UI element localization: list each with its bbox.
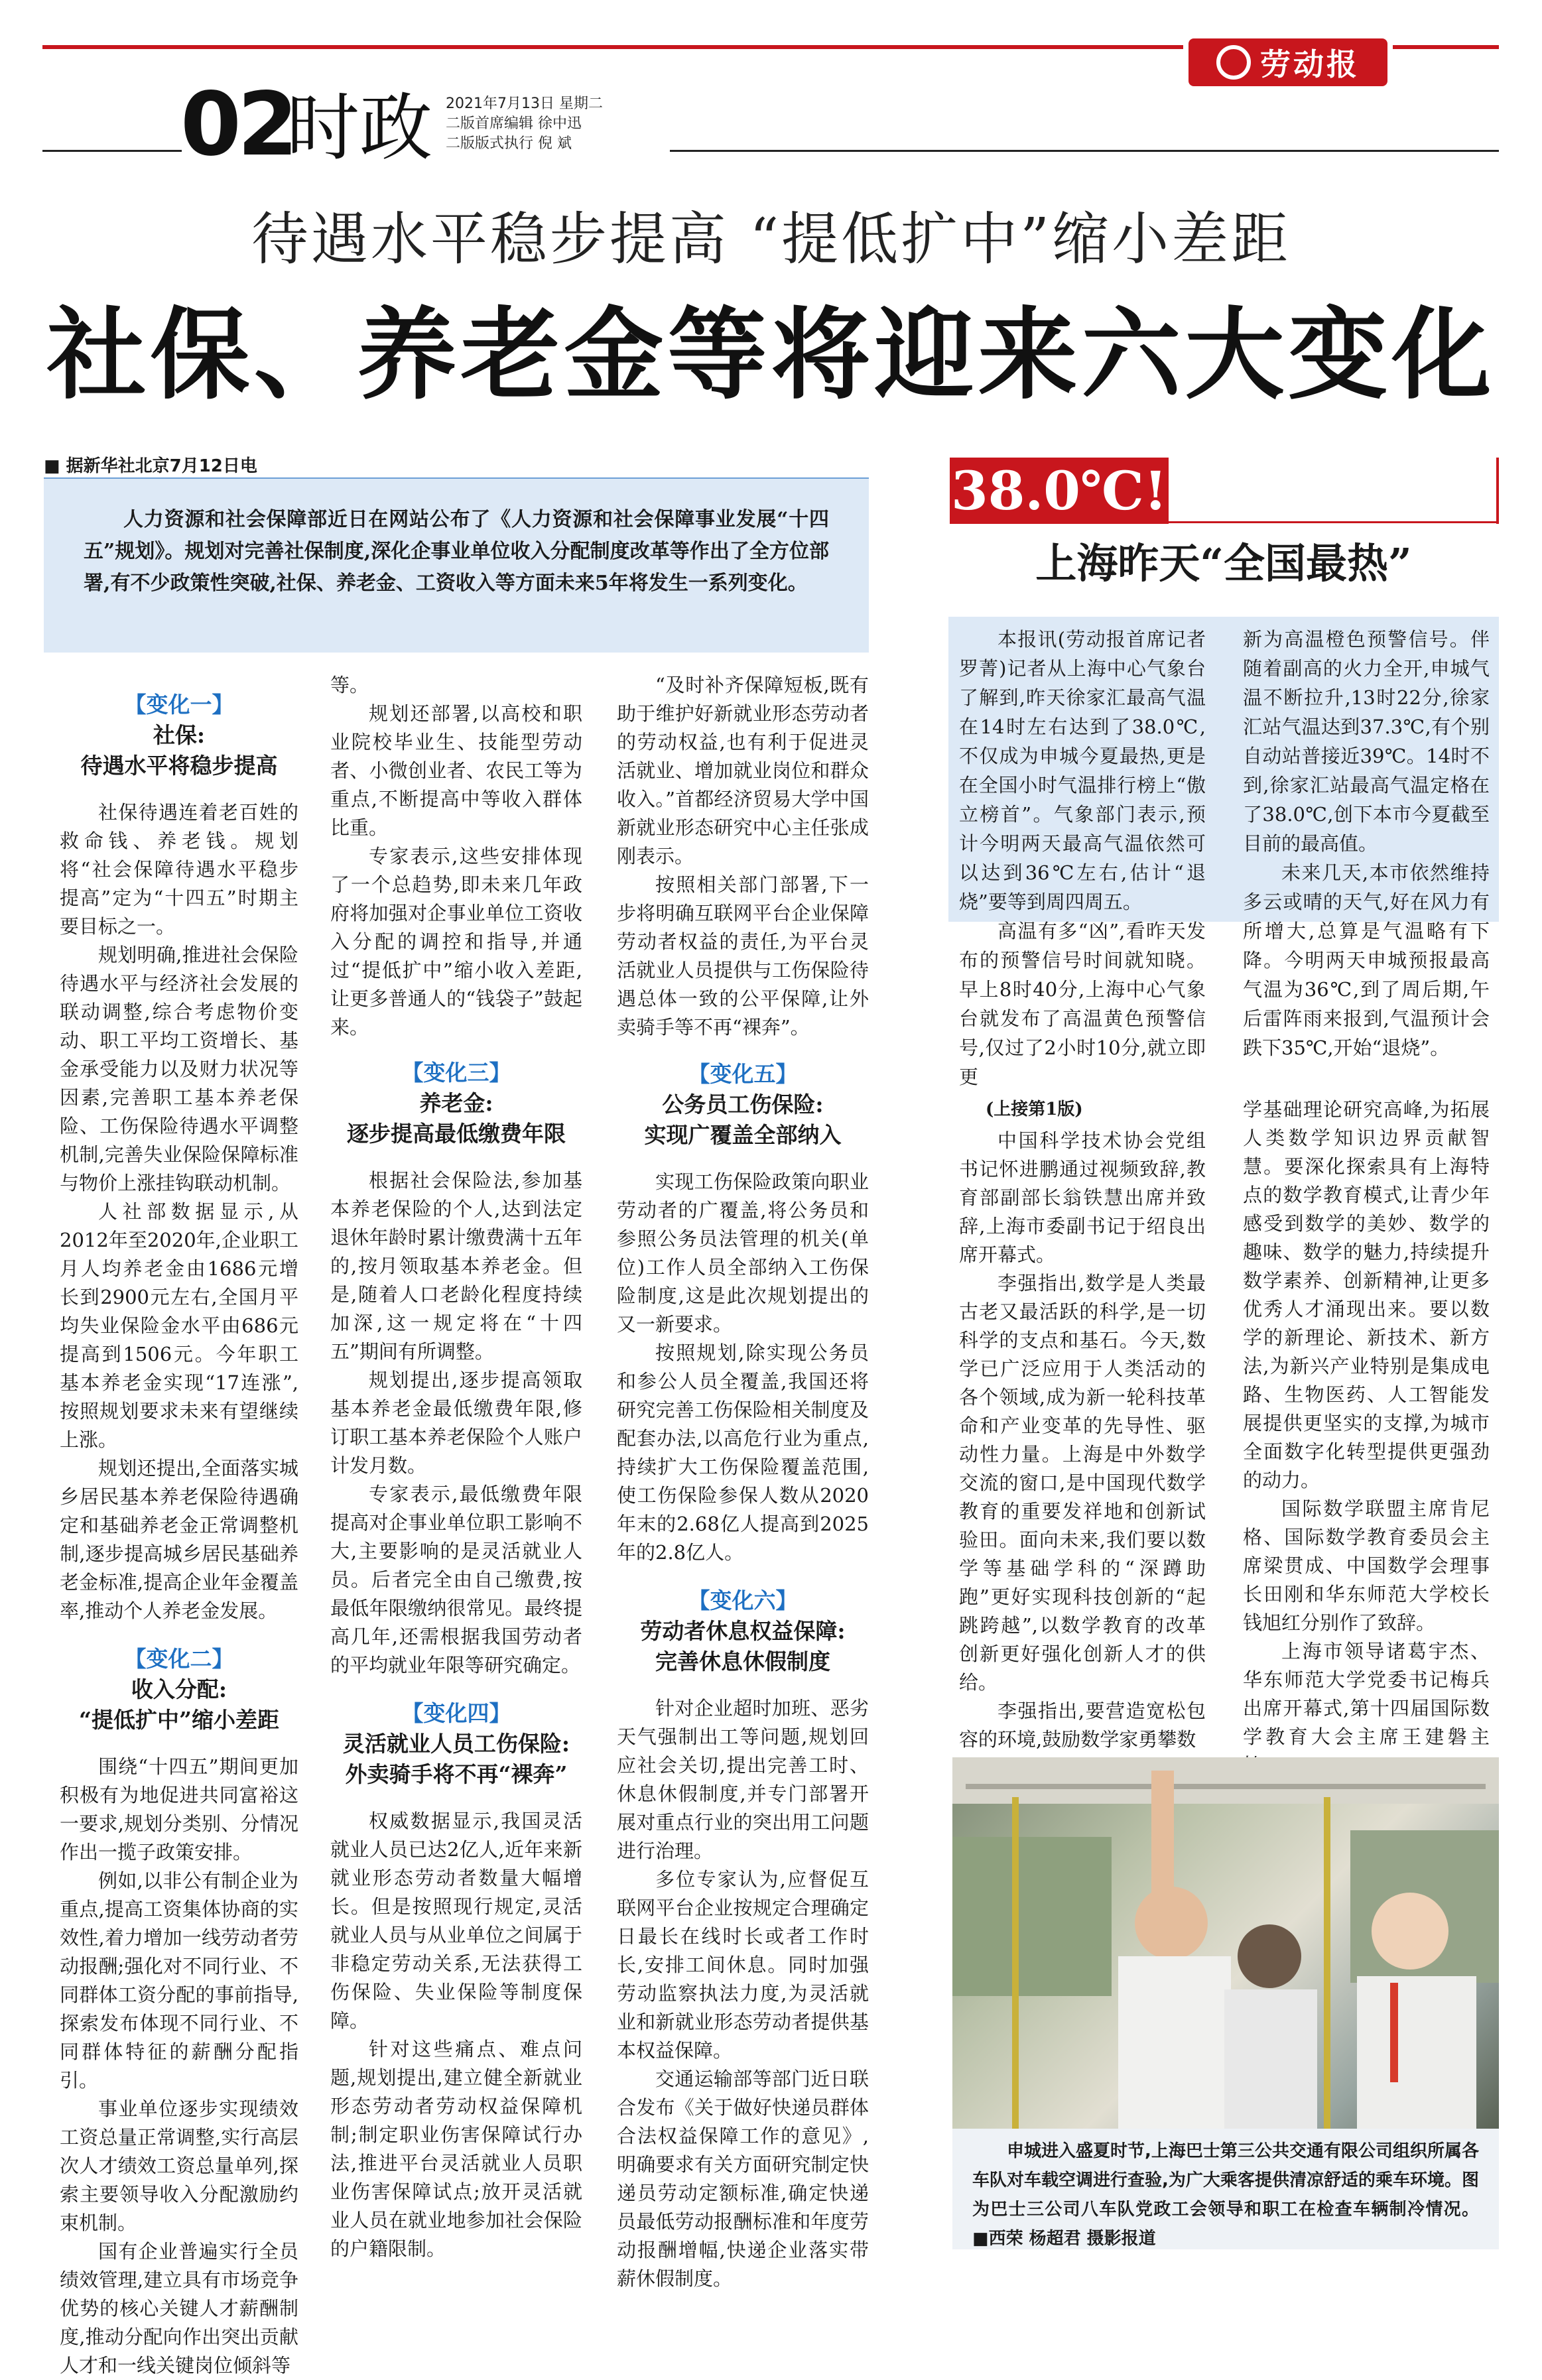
change-1-title: 社保:	[153, 722, 206, 748]
change-6-subtitle: 完善休息休假制度	[655, 1649, 830, 1674]
paragraph: 例如,以非公有制企业为重点,提高工资集体协商的实效性,着力增加一线劳动者劳动报酬;强化对不同行业、不同群体工资分配的事前指导,探索发布体现不同行业、不同群体特征的薪酬分配指引。	[60, 1869, 298, 2092]
paragraph: 规划还提出,全面落实城乡居民基本养老保险待遇确定和基础养老金正常调整机制,逐步提高城乡居民基础养老金标准,提高企业年金覆盖率,推动个人养老金发展。	[60, 1457, 298, 1622]
photo-caption	[952, 2129, 1499, 2253]
paragraph: 规划提出,逐步提高领取基本养老金最低缴费年限,修订职工基本养老保险个人账户计发月数。	[330, 1369, 582, 1477]
paragraph: 针对企业超时加班、恶劣天气强制出工等问题,规划回应社会关切,提出完善工时、休息休假制度,并专门部署开展对重点行业的突出用工问题进行治理。	[617, 1697, 869, 1862]
paragraph: 围绕“十四五”期间更加积极有为地促进共同富裕这一要求,规划分类别、分情况作出一揽子政策安排。	[60, 1755, 298, 1863]
paragraph: 等。	[330, 674, 369, 696]
paragraph: 规划明确,推进社会保险待遇水平与经济社会发展的联动调整,综合考虑物价变动、职工平均工资增长、基金承受能力以及财力状况等因素,完善职工基本养老保险、工伤保险待遇水平调整机制,完善失业保险保障标准与物价上涨挂钩联动机制。	[60, 944, 298, 1194]
paragraph: 交通运输部等部门近日联合发布《关于做好快递员群体合法权益保障工作的意见》,明确要求有关方面研究制定快递员劳动定额标准,确定快递员最低劳动报酬标准和年度劳动报酬增幅,快递企业落实带薪休假制度。	[617, 2068, 869, 2290]
change-6-title: 劳动者休息权益保障:	[640, 1618, 846, 1644]
change-5-title: 公务员工伤保险:	[662, 1092, 824, 1117]
paragraph: 上海市领导诸葛宇杰、华东师范大学党委书记梅兵出席开幕式,第十四届国际数学教育大会主席王建磐主	[1243, 1640, 1490, 1748]
paragraph: 国有企业普遍实行全员绩效管理,建立具有市场竞争优势的核心关键人才薪酬制度,推动分配向作出突出贡献人才和一线关键岗位倾斜等	[60, 2240, 298, 2377]
change-1-tag: 【变化一】	[124, 692, 234, 718]
header-meta	[446, 94, 603, 154]
column-1	[60, 690, 298, 2380]
hot-box-side-rule	[1496, 458, 1499, 524]
bus-interior-illustration	[952, 1757, 1499, 2129]
paragraph: 针对这些痛点、难点问题,规划提出,建立健全新就业形态劳动者劳动权益保障机制;制定职业伤害保障试行办法,推进平台灵活就业人员职业伤害保障试点;放开灵活就业人员在就业地参加社会保险的户籍限制。	[330, 2038, 582, 2260]
paragraph: 李强指出,数学是人类最古老又最活跃的科学,是一切科学的支点和基石。今天,数学已广泛应用于人类活动的各个领域,成为新一轮科技革命和产业变革的先导性、驱动性力量。上海是中外数学交流的窗口,是中国现代数学教育的重要发祥地和创新试验田。面向未来,我们要以数学等基础学科的“深蹲助跑”更好实现科技创新的“起跳跨越”,以数学教育的改革创新更好强化创新人才的供给。	[959, 1272, 1206, 1694]
change-6-tag: 【变化六】	[688, 1588, 798, 1613]
paragraph: 按照规划,除实现公务员和参公人员全覆盖,我国还将研究完善工伤保险相关制度及配套办法,以高危行业为重点,持续扩大工伤保险覆盖范围,使工伤保险参保人数从2020年末的2.68亿人提高到2025年的2.8亿人。	[617, 1342, 869, 1564]
change-3-subtitle: 逐步提高最低缴费年限	[347, 1121, 566, 1147]
news-photo	[952, 1757, 1499, 2129]
dateline-square-icon: ■	[44, 456, 66, 476]
paragraph: 事业单位逐步实现绩效工资总量正常调整,实行高层次人才绩效工资总量单列,探索主要领导收入分配激励约束机制。	[60, 2098, 298, 2234]
photo-caption-box	[952, 2129, 1499, 2249]
hot-weather-left-col	[959, 625, 1206, 1092]
change-3-tag: 【变化三】	[401, 1060, 511, 1086]
change-5-subtitle: 实现广覆盖全部纳入	[644, 1122, 842, 1148]
continued-label: (上接第1版)	[986, 1099, 1083, 1119]
top-red-rule-right	[1393, 45, 1499, 49]
continued-left-col	[959, 1096, 1206, 1754]
dateline-text: 据新华社北京7月12日电	[66, 456, 257, 476]
paragraph: 李强指出,要营造宽松包容的环境,鼓励数学家勇攀数	[959, 1700, 1206, 1751]
dateline	[44, 452, 257, 477]
headline-title: 社保、养老金等将迎来六大变化	[46, 296, 1496, 413]
logo-mark-icon	[1216, 45, 1251, 80]
headline-subtitle: 待遇水平稳步提高 “提低扩中”缩小差距	[251, 206, 1291, 273]
change-5-tag: 【变化五】	[688, 1061, 798, 1087]
paragraph: 国际数学联盟主席肯尼格、国际数学教育委员会主席梁贯成、中国数学会理事长田刚和华东师范大学校长钱旭红分别作了致辞。	[1243, 1497, 1490, 1634]
caption-text: 申城进入盛夏时节,上海巴士第三公共交通有限公司组织所属各车队对车载空调进行查验,为广大乘客提供清凉舒适的乘车环境。图为巴士三公司八车队党政工会领导和职工在检查车辆制冷情况。	[972, 2141, 1479, 2220]
logo-text: 劳动报	[1260, 46, 1360, 82]
photo-credit: ■西荣 杨超君 摄影报道	[972, 2229, 1156, 2249]
change-3-title: 养老金:	[419, 1090, 493, 1116]
temperature-badge-rule	[1169, 521, 1499, 523]
change-4-title: 灵活就业人员工伤保险:	[342, 1731, 570, 1757]
change-1-subtitle: 待遇水平将稳步提高	[80, 753, 278, 779]
paragraph: 社保待遇连着老百姓的救命钱、养老钱。规划将“社会保障待遇水平稳步提高”定为“十四五”时期主要目标之一。	[60, 801, 298, 938]
paragraph: 中国科学技术协会党组书记怀进鹏通过视频致辞,教育部副部长翁铁慧出席并致辞,上海市委副书记于绍良出席开幕式。	[959, 1129, 1206, 1266]
masthead-logo	[1189, 38, 1387, 86]
paragraph: 未来几天,本市依然维持多云或晴的天气,好在风力有所增大,总算是气温略有下降。今明两天申城预报最高气温为36℃,到了周后期,午后雷阵雨来报到,气温预计会跌下35℃,开始“退烧”。	[1243, 861, 1490, 1059]
header-right-rule	[670, 150, 1499, 152]
paragraph: 专家表示,最低缴费年限提高对企事业单位职工影响不大,主要影响的是灵活就业人员。后者完全由自己缴费,按最低年限缴纳很常见。最终提高几年,还需根据我国劳动者的平均就业年限等研究确定。	[330, 1483, 582, 1676]
header-left-rule	[42, 150, 182, 152]
paragraph: 根据社会保险法,参加基本养老保险的个人,达到法定退休年龄时累计缴费满十五年的,按月领取基本养老金。但是,随着人口老龄化程度持续加深,这一规定将在“十四五”期间有所调整。	[330, 1169, 582, 1363]
paragraph: 按照相关部门部署,下一步将明确互联网平台企业保障劳动者权益的责任,为平台灵活就业人员提供与工伤保险待遇总体一致的公平保障,让外卖骑手等不再“裸奔”。	[617, 873, 869, 1038]
page-number: 02	[180, 74, 294, 176]
paragraph: 学基础理论研究高峰,为拓展人类数学知识边界贡献智慧。要深化探索具有上海特点的数学教育模式,让青少年感受到数学的美妙、数学的趣味、数学的魅力,持续提升数学素养、创新精神,让更多优秀人才涌现出来。要以数学的新理论、新技术、新方法,为新兴产业特别是集成电路、生物医药、人工智能发展提供更坚实的支撑,为城市全面数字化转型提供更强劲的动力。	[1243, 1098, 1490, 1491]
section-title: 时政	[287, 86, 432, 170]
continued-right-col	[1243, 1096, 1490, 1780]
change-4-tag: 【变化四】	[401, 1700, 511, 1726]
temperature-badge: 38.0℃!	[950, 458, 1169, 524]
change-2-tag: 【变化二】	[124, 1646, 234, 1672]
chief-editor: 二版首席编辑 徐中迅	[446, 115, 582, 132]
change-4-subtitle: 外卖骑手将不再“裸奔”	[345, 1761, 568, 1787]
hot-weather-right-col	[1243, 625, 1490, 1062]
paragraph: 高温有多“凶”,看昨天发布的预警信号时间就知晓。早上8时40分,上海中心气象台就发布了高温黄色预警信号,仅过了2小时10分,就立即更	[959, 920, 1206, 1088]
paragraph: 权威数据显示,我国灵活就业人员已达2亿人,近年来新就业形态劳动者数量大幅增长。但是按照现行规定,灵活就业人员与从业单位之间属于非稳定劳动关系,无法获得工伤保险、失业保险等制度保障。	[330, 1810, 582, 2032]
paragraph: 规划还部署,以高校和职业院校毕业生、技能型劳动者、小微创业者、农民工等为重点,不断提高中等收入群体比重。	[330, 702, 582, 839]
paragraph: 专家表示,这些安排体现了一个总趋势,即未来几年政府将加强对企事业单位工资收入分配的调控和指导,并通过“提低扩中”缩小收入差距,让更多普通人的“钱袋子”鼓起来。	[330, 845, 582, 1038]
lead-paragraph: 人力资源和社会保障部近日在网站公布了《人力资源和社会保障事业发展“十四五”规划》。规划对完善社保制度,深化企事业单位收入分配制度改革等作出了全方位部署,有不少政策性突破,社保、养老金、工资收入等方面未来5年将发生一系列变化。	[84, 508, 829, 595]
column-3	[617, 671, 869, 2293]
lead-box	[44, 477, 869, 653]
change-2-title: 收入分配:	[131, 1676, 227, 1702]
top-red-rule	[42, 45, 1183, 49]
hot-weather-title: 上海昨天“全国最热”	[1035, 539, 1412, 588]
paragraph: 新为高温橙色预警信号。伴随着副高的火力全开,申城气温不断拉升,13时22分,徐家汇站气温达到37.3℃,有个别自动站普接近39℃。14时不到,徐家汇站最高气温定格在了38.0℃,创下本市今夏截至目前的最高值。	[1243, 628, 1490, 855]
column-2	[330, 671, 582, 2263]
paragraph: 多位专家认为,应督促互联网平台企业按规定合理确定日最长在线时长或者工作时长,安排工间休息。同时加强劳动监察执法力度,为灵活就业和新就业形态劳动者提供基本权益保障。	[617, 1868, 869, 2062]
change-2-subtitle: “提低扩中”缩小差距	[79, 1707, 279, 1733]
layout-editor: 二版版式执行 倪 斌	[446, 135, 572, 152]
issue-date: 2021年7月13日 星期二	[446, 95, 603, 112]
paragraph: 本报讯(劳动报首席记者 罗菁)记者从上海中心气象台了解到,昨天徐家汇最高气温在14时左右达到了38.0℃,不仅成为申城今夏最热,更是在全国小时气温排行榜上“傲立榜首”。气象部门表示,预计今明两天最高气温依然可以达到36℃左右,估计“退烧”要等到周四周五。	[959, 628, 1206, 913]
paragraph: 实现工伤保险政策向职业劳动者的广覆盖,将公务员和参照公务员法管理的机关(单位)工作人员全部纳入工伤保险制度,这是此次规划提出的又一新要求。	[617, 1170, 869, 1336]
paragraph: “及时补齐保障短板,既有助于维护好新就业形态劳动者的劳动权益,也有利于促进灵活就业、增加就业岗位和群众收入。”首都经济贸易大学中国新就业形态研究中心主任张成刚表示。	[617, 674, 869, 867]
paragraph: 人社部数据显示,从2012年至2020年,企业职工月人均养老金由1686元增长到2900元左右,全国月平均失业保险金水平由686元提高到1506元。今年职工基本养老金实现“17连涨”,按照规划要求未来有望继续上涨。	[60, 1200, 298, 1451]
